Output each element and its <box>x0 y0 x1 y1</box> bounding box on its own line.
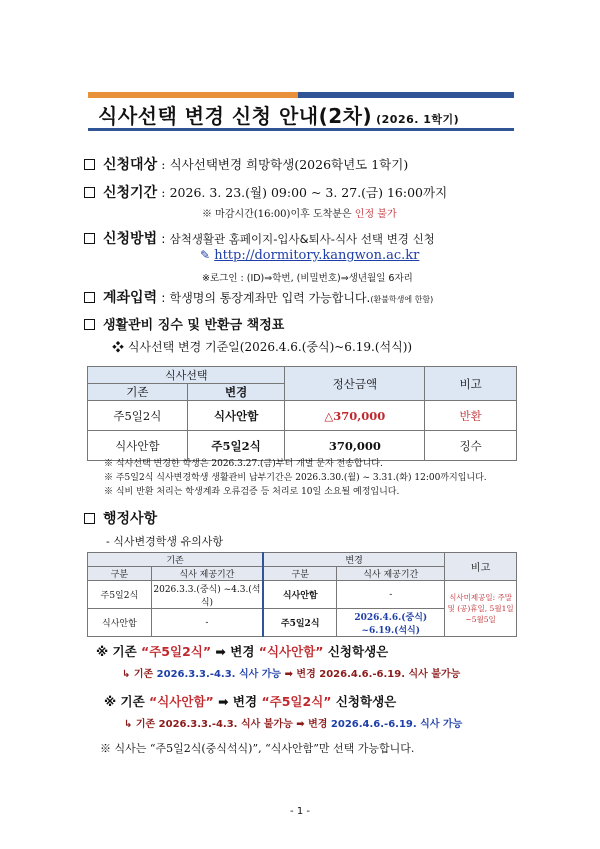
page-title <box>98 100 459 129</box>
login-note: ※로그인 : (ID)⇒학번, (비밀번호)⇒생년월일 6자리 <box>202 273 413 284</box>
method-link-row <box>200 248 419 263</box>
th-change: 변경 <box>187 384 285 401</box>
note-line: ※ 식비 반환 처리는 학생계좌 오류검증 등 처리로 10일 소요될 예정입니다. <box>104 487 400 497</box>
note-line: ※ 주5일2식 식사변경학생 생활관비 납부기간은 2026.3.30.(월) ~ 3.31.(화) 12:00까지입니다. <box>104 473 487 483</box>
section-account: 계좌입력 : 학생명의 통장계좌만 입력 가능합니다.(환불학생에 한함) <box>84 287 433 307</box>
admin-label: 행정사항 <box>103 511 158 527</box>
case2-line: ↳ 기존 2026.3.3.-4.3. 식사 불가능 ➡ 변경 2026.4.6.-6.19. 식사 가능 <box>124 719 463 730</box>
period-label: 신청기간 <box>103 185 158 201</box>
case2-heading: ※ 기존 “식사안함” ➡ 변경 “주5일2식” 신청학생은 <box>104 694 397 709</box>
checkbox-icon <box>84 319 95 330</box>
title-banner <box>88 92 514 132</box>
th-existing: 기존 <box>88 384 188 401</box>
account-value: 학생명의 통장계좌만 입력 가능합니다. <box>169 291 371 305</box>
th-note: 비고 <box>425 367 517 401</box>
th-amount: 정산금액 <box>285 367 425 401</box>
fee-table <box>87 366 517 461</box>
checkbox-icon <box>84 233 95 244</box>
section-target: 신청대상 : 식사선택변경 희망학생(2026학년도 1학기) <box>84 154 408 174</box>
dormitory-link[interactable]: http://dormitory.kangwon.ac.kr <box>214 248 420 263</box>
section-method: 신청방법 : 삼척생활관 홈페이지-입사&퇴사-식사 선택 변경 신청 <box>84 228 435 248</box>
section-fee <box>84 314 284 333</box>
case1-line: ↳ 기존 2026.3.3.-4.3. 식사 가능 ➡ 변경 2026.4.6.-6.19. 식사 불가능 <box>122 669 461 680</box>
title-main: 식사선택 변경 신청 안내(2차) <box>98 104 373 128</box>
period-value: 2026. 3. 23.(월) 09:00 ~ 3. 27.(금) 16:00까지 <box>169 185 448 200</box>
target-label: 신청대상 <box>103 157 158 173</box>
account-label: 계좌입력 <box>103 290 158 306</box>
method-value: 삼척생활관 홈페이지-입사&퇴사-식사 선택 변경 신청 <box>169 232 435 246</box>
period-note: ※ 마감시간(16:00)이후 도착분은 인정 불가 <box>202 209 397 220</box>
table-row: 식사안함 주5일2식 370,000 징수 <box>88 431 517 461</box>
final-note: ※ 식사는 “주5일2식(중식석식)”, “식사안함”만 선택 가능합니다. <box>100 742 415 755</box>
note-line: ※ 식사선택 변경한 학생은 2026.3.27.(금)부터 개별 문자 전송합니다. <box>104 459 383 469</box>
fee-label: 생활관비 징수 및 반환금 책정표 <box>103 318 285 333</box>
link-arrow-icon: ✎ <box>200 248 211 262</box>
page-number: - 1 - <box>290 806 310 817</box>
th-meal-select: 식사선택 <box>88 367 285 384</box>
title-sub: (2026. 1학기) <box>376 113 460 126</box>
admin-caution: - 식사변경학생 유의사항 <box>106 535 223 548</box>
table-row: 식사안함 - 주5일2식 2026.4.6.(중식) ~6.19.(석식) <box>88 609 517 637</box>
table-row: 주5일2식 식사안함 △370,000 반환 <box>88 401 517 431</box>
title-top-bar <box>88 92 514 98</box>
th-change: 변경 <box>263 553 445 567</box>
meal-off-note: 식사미제공일: 주말 및 (공)휴일, 5월1일~5월5일 <box>445 581 517 637</box>
account-note: (환불학생에 한함) <box>370 295 434 304</box>
fee-basis: ❖ 식사선택 변경 기준일(2026.4.6.(중식)~6.19.(석식)) <box>112 340 413 354</box>
th-existing: 기존 <box>88 553 264 567</box>
section-period: 신청기간 : 2026. 3. 23.(월) 09:00 ~ 3. 27.(금) 16:00까지 <box>84 182 447 202</box>
case1-heading: ※ 기존 “주5일2식” ➡ 변경 “식사안함” 신청학생은 <box>96 644 389 659</box>
table-row: 주5일2식 2026.3.3.(중식) ~4.3.(석식) 식사안함 - 식사미제공일: 주말 및 (공)휴일, 5월1일~5월5일 <box>88 581 517 609</box>
title-bottom-bar <box>88 128 514 131</box>
th-note: 비고 <box>445 553 517 581</box>
checkbox-icon <box>84 292 95 303</box>
method-label: 신청방법 <box>103 231 158 247</box>
checkbox-icon <box>84 159 95 170</box>
caution-table: 기존 변경 비고 구분 식사 제공기간 구분 식사 제공기간 주5일2식 2026.3.3.(중식) ~4.3.(석식) 식사안함 - 식사미제공일: 주말 및 (공)휴일, 5월1일~5월5일 식사안함 - 주5일2식 2026.4.6.(중식) ~6.19.(석식) <box>87 552 517 637</box>
deadline-warning: 인정 불가 <box>354 209 397 220</box>
checkbox-icon <box>84 187 95 198</box>
section-admin <box>84 508 157 528</box>
target-value: 식사선택변경 희망학생(2026학년도 1학기) <box>169 157 409 172</box>
checkbox-icon <box>84 513 95 524</box>
